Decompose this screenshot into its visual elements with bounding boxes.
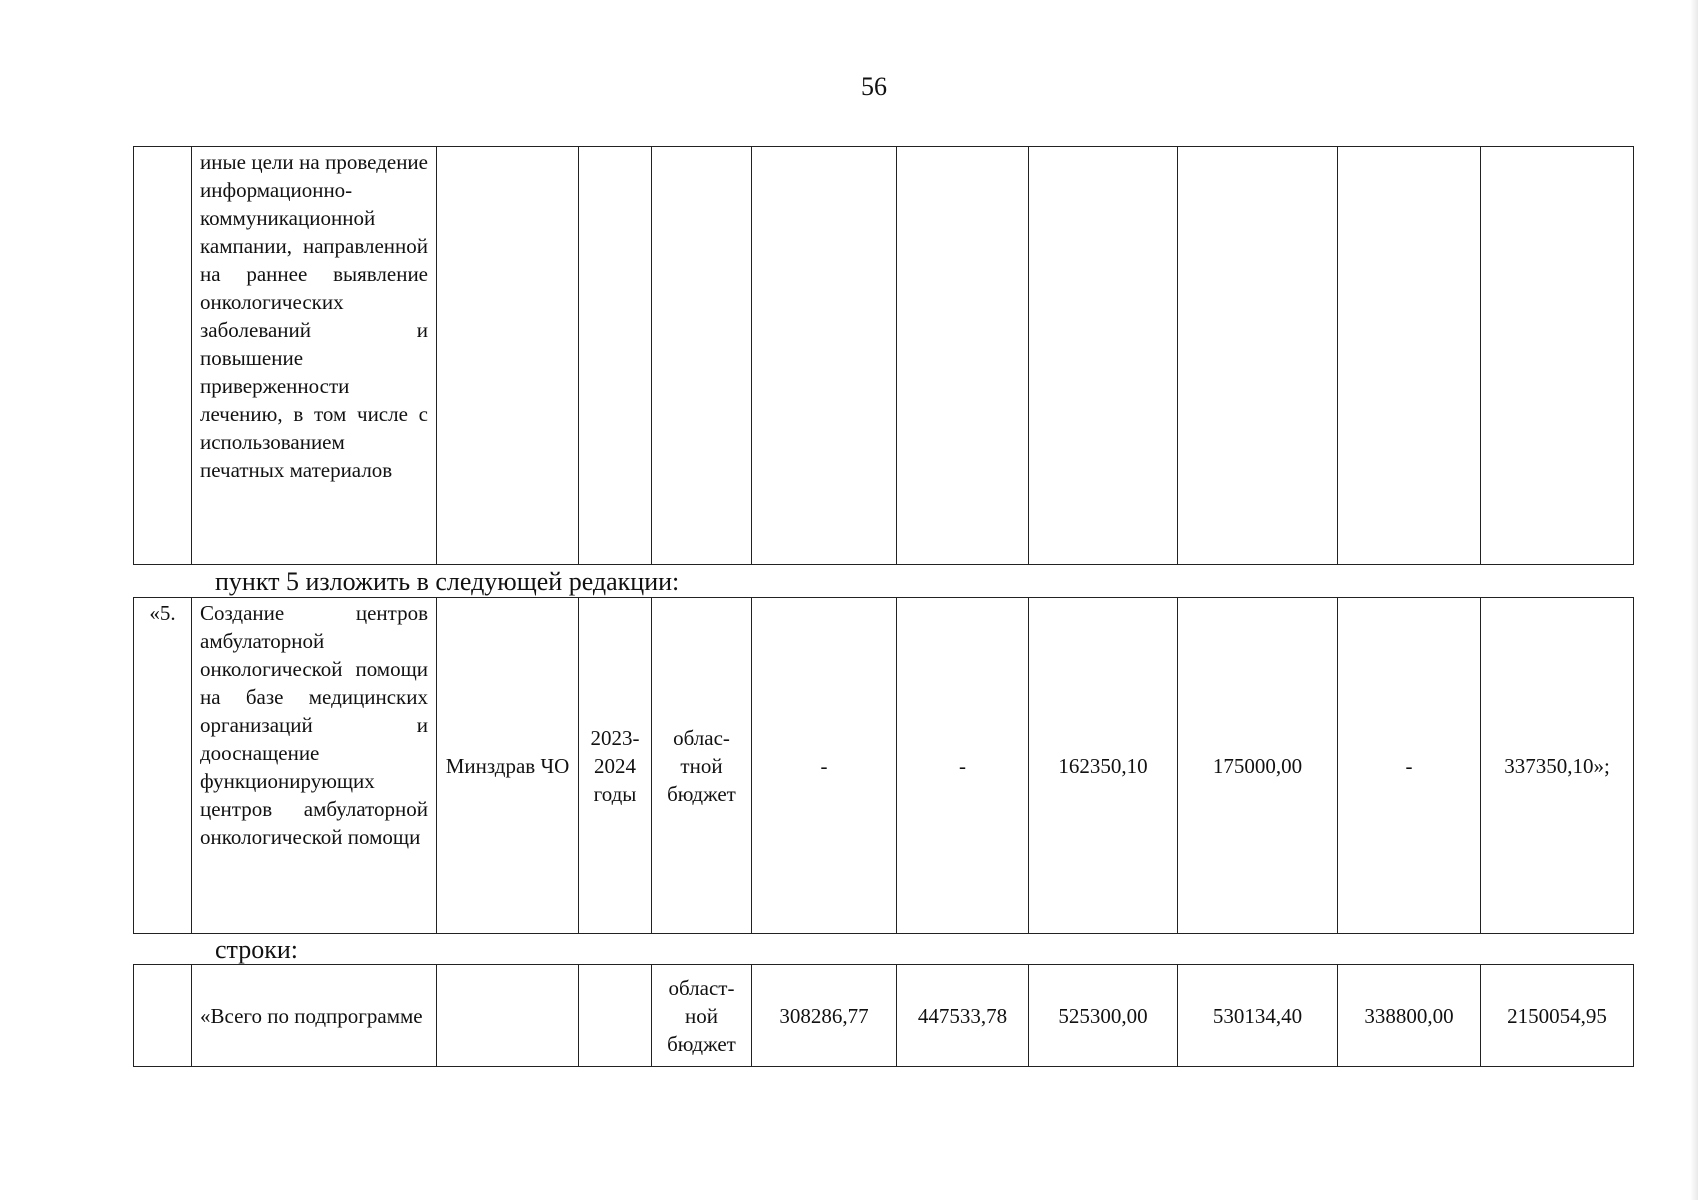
cell-value: [1178, 147, 1338, 565]
cell-value: 337350,10»;: [1481, 598, 1634, 934]
cell-executor: Минздрав ЧО: [437, 598, 579, 934]
cell-value: [1338, 147, 1481, 565]
table-row: [134, 598, 1634, 934]
cell-value: 525300,00: [1029, 965, 1178, 1067]
cell-source: облас-тной бюджет: [652, 598, 752, 934]
cell-value: 308286,77: [752, 965, 897, 1067]
cell-source: [652, 147, 752, 565]
cell-activity-name: Создание центров амбулаторной онкологической помощи на базе медицинских организаций и дооснащение функционирующих центров амбулаторной онкологической помощи: [192, 598, 437, 934]
table-total: [133, 964, 1634, 1067]
cell-source: област-ной бюджет: [652, 965, 752, 1067]
scan-edge-shadow: [1690, 0, 1698, 1200]
amendment-note: строки:: [215, 935, 298, 964]
cell-value: [1029, 147, 1178, 565]
cell-period: 2023-2024 годы: [579, 598, 652, 934]
table-item-5: [133, 597, 1634, 934]
cell-number: [134, 147, 192, 565]
table-row: [134, 147, 1634, 565]
cell-value: 175000,00: [1178, 598, 1338, 934]
cell-value: 338800,00: [1338, 965, 1481, 1067]
table-row: [134, 965, 1634, 1067]
cell-activity-name: иные цели на проведение информационно-коммуникационной кампании, направленной на раннее выявление онкологических заболеваний и повышение приверженности лечению, в том числе с использованием печатных материалов: [192, 147, 437, 565]
cell-value: 162350,10: [1029, 598, 1178, 934]
cell-period: [579, 965, 652, 1067]
cell-value: 530134,40: [1178, 965, 1338, 1067]
cell-value: 2150054,95: [1481, 965, 1634, 1067]
cell-executor: [437, 147, 579, 565]
cell-total-label: «Всего по подпрограмме: [192, 965, 437, 1067]
cell-executor: [437, 965, 579, 1067]
cell-number: «5.: [134, 598, 192, 934]
cell-value: [897, 147, 1029, 565]
cell-value: 447533,78: [897, 965, 1029, 1067]
cell-value: -: [1338, 598, 1481, 934]
cell-period: [579, 147, 652, 565]
cell-number: [134, 965, 192, 1067]
amendment-note: пункт 5 изложить в следующей редакции:: [215, 567, 680, 596]
cell-value: -: [752, 598, 897, 934]
cell-value: [752, 147, 897, 565]
page-number: 56: [861, 72, 887, 101]
table-continuation: [133, 146, 1634, 565]
cell-value: [1481, 147, 1634, 565]
cell-value: -: [897, 598, 1029, 934]
